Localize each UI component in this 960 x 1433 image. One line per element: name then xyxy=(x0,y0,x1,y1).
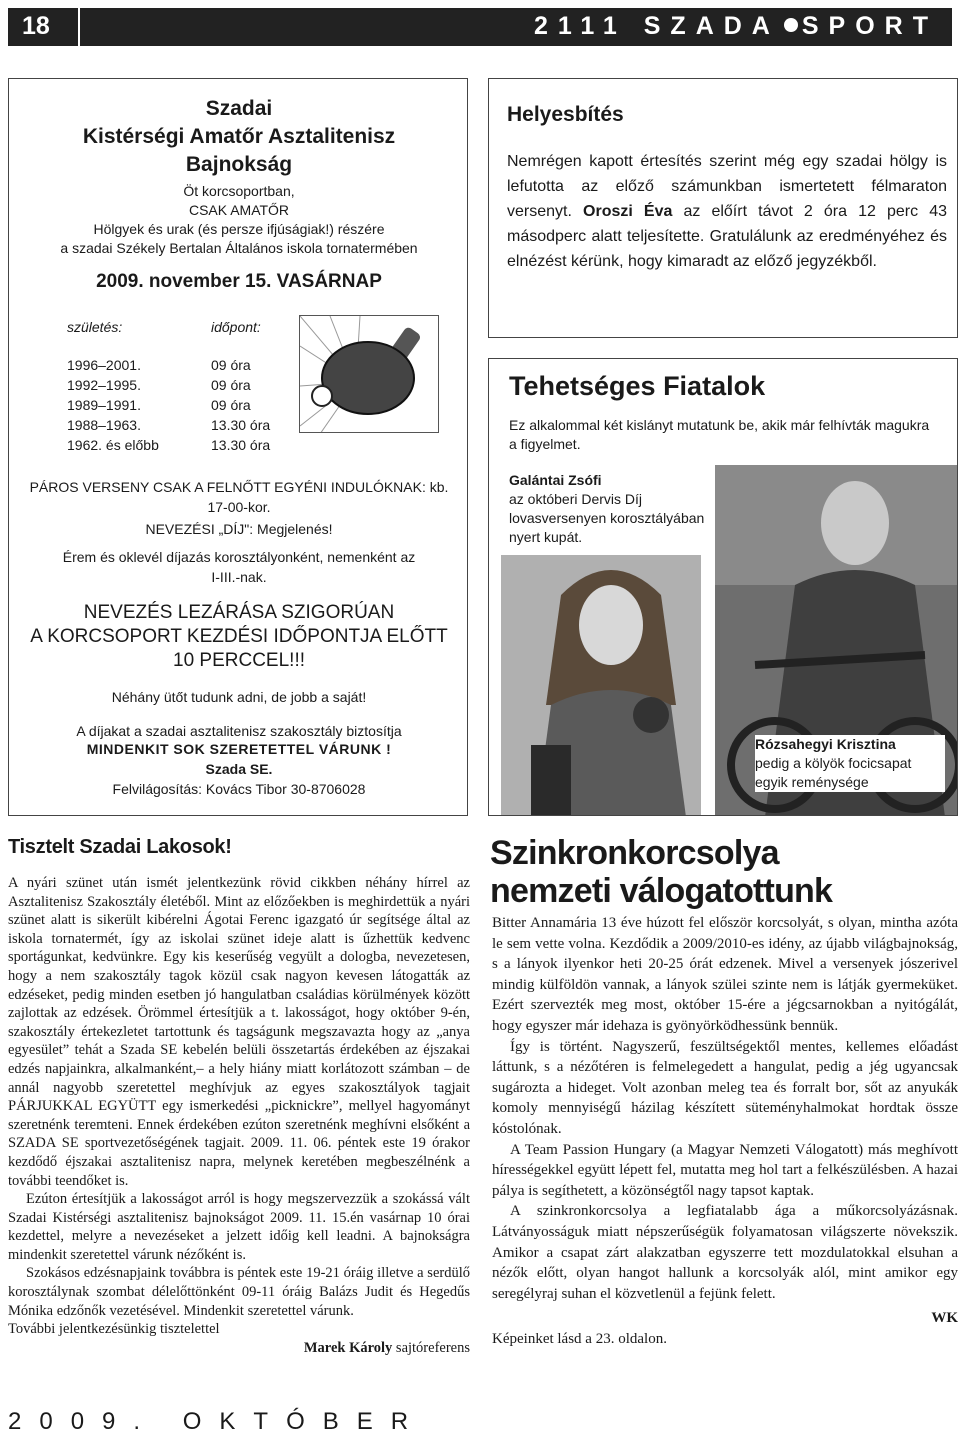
girl2-name: Rózsahegyi Krisztina xyxy=(755,736,896,752)
tournament-title-line: Bajnokság xyxy=(185,153,293,176)
section-title-right: SPORT xyxy=(801,12,938,40)
article2-paragraph: A Team Passion Hungary (a Magyar Nemzeti Válogatott) más meghívott hírességekkel együtt lépett fel, mutatta meg hol tart a felkészülésben. A hazai pálya is segíthetett, a közönségtől nagy tapsot kaptak. xyxy=(492,1141,958,1199)
tournament-announcement-box xyxy=(8,78,468,816)
girl2-caption: Rózsahegyi Krisztina pedig a kölyök focicsapat egyik reménysége xyxy=(755,735,945,792)
article1-paragraph: A nyári szünet után ismét jelentkezünk rövid cikkben néhány hírrel az Asztalitenisz Szakosztály életéből. Mint az előzőekben is meghirdettük a nyári szünet alatt is sikerült kibérelni Ágotai Ferenc igazgató úr segítsége által az iskola tornatermét, így az iskolai szünet ideje alatt is űzhettük kedvenc sportágunkat, kedvünkre. Egy kis keserűség vegyült a dologba, nevezetesen, hogy a nem szakosztály tagok közül csak nagyon kevesen látogatták az edzéseket, pedig minden esetben jó hangulatban családias körülmények között zajlottak az edzések. Örömmel értesítjük a t. lakosságot, hogy október 9-én, szakosztály értekezletet tartottunk és tagságunk megszavazta hogy az „anya egyesület” tehát a Szada SE kebelén belüli összetartás érdekében az éjszakai edzés napjainkra, alkalmanként,– a hely hiány miatt korlátozott számban – de annál nagyobb szeretettel meghívjuk az egyes szakosztályok tagjait PÁRJUKKAL EGYÜTT egy ismerkedési „picknickre”, mellyel hagyományt szeretnénk teremteni. Ennek érdekében ezúton szeretnénk meghívni elsőként a SZADA SE sportvezetőségének tagjait. 2009. 11. 06. péntek este 19 órakor kezdődő éjszakai asztalitenisz napra, melynek keretében megbeszélnénk a további teendőket is. xyxy=(8,875,470,1189)
schedule-row: 1988–1963. 13.30 óra xyxy=(67,417,271,433)
tournament-sub-line: Öt korcsoportban, xyxy=(183,183,295,199)
schedule-row: 1962. és előbb 13.30 óra xyxy=(67,437,271,453)
time-label: időpont: xyxy=(211,319,261,335)
talents-title: Tehetséges Fiatalok xyxy=(509,371,766,401)
schedule-row: 1996–2001. 09 óra xyxy=(67,357,251,373)
article1-paragraph: Szokásos edzésnapjaink továbbra is péntek este 19-21 óráig illetve a serdülő korosztálynak szombat délelőttönként 09-11 óráig Balázs Judit és Hegedűs Mónika edzőnők vezetésével. Mindenkit szeretettel várunk. xyxy=(8,1265,470,1319)
tournament-title xyxy=(9,95,469,179)
tournament-sub-line: a szadai Székely Bertalan Általános iskola tornatermében xyxy=(60,240,418,256)
deadline-notice: NEVEZÉS LEZÁRÁSA SZIGORÚAN A KORCSOPORT KEZDÉSI IDŐPONTJA ELŐTT 10 PERCCEL!!! xyxy=(30,602,448,671)
correction-text: Nemrégen kapott értesítés szerint még egy szadai hölgy is lefutotta az előző számunkban ismertetett félmaraton versenyt. Oroszi Éva az előírt távot 2 óra 12 perc 43 másodperc alatt teljesítette. Gratulálunk az eredményéhez és elnézést kérünk, hogy kimaradt az előző jegyzékből. xyxy=(507,153,948,270)
article1-paragraph: További jelentkezésünkig tisztelettel xyxy=(8,1321,220,1338)
pairs-notice: PÁROS VERSENY CSAK A FELNŐTT EGYÉNI INDULÓKNAK: kb. 17-00-kor. xyxy=(29,479,449,515)
girl1-caption: Galántai Zsófi az októberi Dervis Díj lovasversenyen korosztályában nyert kupát. xyxy=(509,471,729,547)
tournament-sub-line: Hölgyek és urak (és persze ifjúságiak!) részére xyxy=(93,221,385,237)
talents-intro: Ez alkalommal két kislányt mutatunk be, akik már felhívták magukra a figyelmet. xyxy=(509,417,930,452)
page-number: 18 xyxy=(22,12,50,40)
talents-box xyxy=(488,358,958,816)
article2-paragraph: Bitter Annamária 13 éve húzott fel először korcsolyát, s olyan, mintha azóta le sem vette volna. Kezdődik a 2009/2010-es idény, az újabb világbajnokság, s a lányok ilyenkor heti 20-25 órát edzenek. Mivel a versenyek jószerivel mindig külföldön vannak, a lányok szülei szinte nem is látják gyermeküket. Ezért szervezték meg most, október 15-ére a jégcsarnokban a nyitógálát, hogy egyszer már idehaza is gyönyörködhessünk bennük. xyxy=(492,915,958,1034)
article2-paragraph: A szinkronkorcsolya a legfiatalabb ága a műkorcsolyázásnak. Látványosságuk miatt népszerűségük folyamatosan világszerte növekszik. Amikor a csapat zárt alakzatban egyszerre tett mozdulatokkal elsuhan a nézők előtt, olyan hangot hallunk a korcsolyák alól, mint amikor egy seregélyraj suhan el közvetlenül a fejünk felett. xyxy=(492,1203,958,1302)
section-title-left: 2111 SZADA xyxy=(533,12,780,40)
runner-name: Oroszi Éva xyxy=(583,203,673,220)
photo-girl-with-rosette xyxy=(501,555,701,816)
header-divider xyxy=(78,8,80,46)
club-name: Szada SE. xyxy=(205,761,273,777)
correction-title: Helyesbítés xyxy=(507,103,624,126)
schedule-row: 1989–1991. 09 óra xyxy=(67,397,251,413)
article2-signature: WK xyxy=(931,1310,958,1327)
medal-notice: Érem és oklevél díjazás korosztályonként, nemenként az I-III.-nak. xyxy=(62,549,416,585)
article1-signature: Marek Károly sajtóreferens xyxy=(303,1339,470,1356)
age-group-schedule xyxy=(67,355,270,455)
tournament-title-line: Kistérségi Amatőr Asztalitenisz xyxy=(82,125,396,148)
schedule-row: 1992–1995. 09 óra xyxy=(67,377,251,393)
article1-body xyxy=(8,874,470,1357)
welcome-line: MINDENKIT SOK SZERETETTEL VÁRUNK ! xyxy=(86,741,392,757)
article1-title: Tisztelt Szadai Lakosok! xyxy=(8,836,232,858)
page-footer-date: 2009. OKTÓBER xyxy=(8,1408,427,1433)
born-label: születés: xyxy=(67,319,123,335)
page-header xyxy=(8,8,952,46)
article2-note: Képeinket lásd a 23. oldalon. xyxy=(492,1330,667,1347)
article2-body xyxy=(492,913,958,1349)
section-title xyxy=(534,12,938,41)
contact-info: Felvilágosítás: Kovács Tibor 30-8706028 xyxy=(112,781,366,797)
paddle-tip: Néhány ütőt tudunk adni, de jobb a saját! xyxy=(111,689,367,705)
tournament-sub-line: CSAK AMATŐR xyxy=(188,202,290,218)
article2-title: Szinkronkorcsolya nemzeti válogatottunk xyxy=(490,834,833,910)
entry-fee: NEVEZÉSI „DÍJ": Megjelenés! xyxy=(145,521,333,537)
ping-pong-paddle-icon xyxy=(299,315,439,433)
tournament-date: 2009. november 15. VASÁRNAP xyxy=(96,271,382,292)
correction-box xyxy=(488,78,958,338)
tournament-subtitle xyxy=(9,182,469,258)
bullet-dot-icon xyxy=(784,18,798,32)
article2-paragraph: Így is történt. Nagyszerű, feszültségektől mentes, kellemes előadást láttunk, s a nézőtéren is felmelegedett a hangulat, pedig a jég ugyancsak sugározta a hideget. Volt azonban meleg tea és forralt bor, sőt az anyukák komoly mennyiségű házilag készített süteményhalmokat hordtak össze kóstolónak. xyxy=(492,1038,958,1137)
girl1-name: Galántai Zsófi xyxy=(509,472,602,488)
tournament-title-line: Szadai xyxy=(205,97,273,120)
article1-paragraph: Ezúton értesítjük a lakosságot arról is hogy megszervezzük a szokássá vált Szadai Kistérségi asztalitenisz bajnokságot 2009. 11. 15.én vasárnap 10 órai kezdettel, melyre a nevezéseket a jelzett időig kell leadni. A bajnokságra mindenkit szeretettel várunk nézőként is. xyxy=(8,1191,470,1263)
sponsor-line: A díjakat a szadai asztalitenisz szakosztály biztosítja xyxy=(76,723,402,739)
